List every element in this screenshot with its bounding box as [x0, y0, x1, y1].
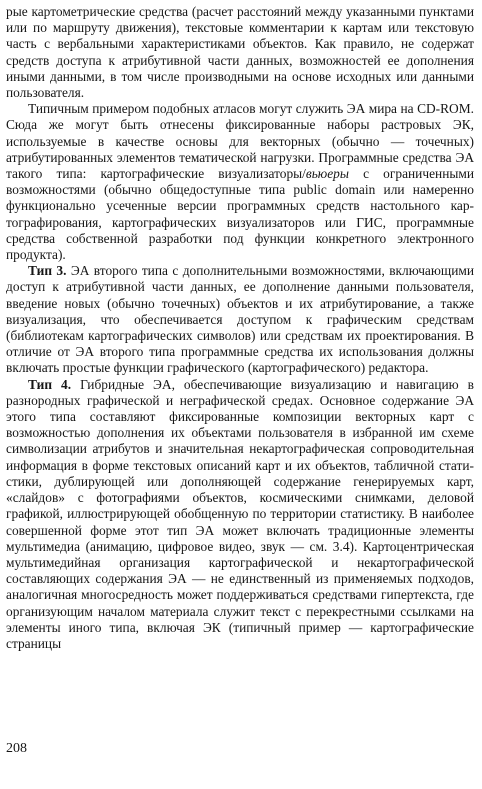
page-number: 208: [6, 741, 27, 756]
paragraph-text: Типичным примером подобных атласов могут служить ЭА мира на CD-ROM. Сюда же могут быть отнесены фиксированные наборы растровых ЭК, используемые в качестве основы для векторных (обычно — точечных) атрибутированных элементов тематической нагрузки. Программные средства ЭА такого типа: картографические визуализаторы/: [6, 101, 474, 182]
type-heading: Тип 3.: [28, 263, 67, 279]
paragraph-text: рые картометрические средства (расчет расстояний между указанными пунктами или по маршруту движения), текстовые комментарии к картам или текстовую часть с вербальными характеристиками объектов. Как правило, не содержат средств доступа к атрибутивной части данных, возможностей ее дополнения иными данными, в том числе производными на основе исходных или данными пользователя.: [6, 4, 474, 101]
type-heading: Тип 4.: [28, 376, 72, 392]
paragraph: [6, 4, 474, 101]
paragraph: [6, 263, 474, 376]
paragraph: [6, 101, 474, 263]
paragraph-text: с ограниченными возможностями (обычно общедоступные типа public domain или намеренно функционально усеченные версии программных средств настольного картографирования, картографических визуализаторов или ГИС, программные средства собственной разработки под функции конкретного электронного продукта).: [6, 166, 474, 263]
paragraph-text: ЭА второго типа с дополнительными возможностями, включающими доступ к атрибутивной части данных, ее дополнение данными пользователя, введение новых (обычно точечных) объектов и их атрибутирование, а также визуализация, что обеспечивается доступом к графическим средствам (библиотекам картографических символов) или средствам их проектирования. В отличие от ЭА второго типа программные средства их использования должны включать простые функции графического (картографического) редактора.: [6, 263, 474, 376]
italic-term: вьюеры: [305, 166, 349, 182]
paragraph: [6, 377, 474, 652]
paragraph-text: Гибридные ЭА, обеспечивающие визуализацию и навигацию в разнородных графической и неграфической средах. Основное содержание ЭА этого типа составляют фиксированные композиции векторных карт с возможностью дополнения их объектами пользователя в избранной им схеме символизации атрибутов и значительная некартографическая сопроводительная информация в форме текстовых описаний карт и их объектов, табличной статистики, дублирующей или дополняющей содержание генерируемых карт, «слайдов» с фотографиями объектов, космическими снимками, деловой графикой, иллюстрирующей обобщенную по территории статистику. В наиболее совершенной форме этот тип ЭА может включать традиционные элементы мультимедиа (анимацию, цифровое видео, звук — см. 3.4). Картоцентрическая мультимедийная организация картографической и некартографической составляющих содержания ЭА — не единственный из применяемых подходов, аналогичная многосредность может поддерживаться средствами гипертекста, где организующим началом материала служит текст с перекрестными ссылками на элементы иного типа, включая ЭК (типичный пример — картографические страницы: [6, 376, 474, 651]
page-body: [6, 4, 474, 652]
